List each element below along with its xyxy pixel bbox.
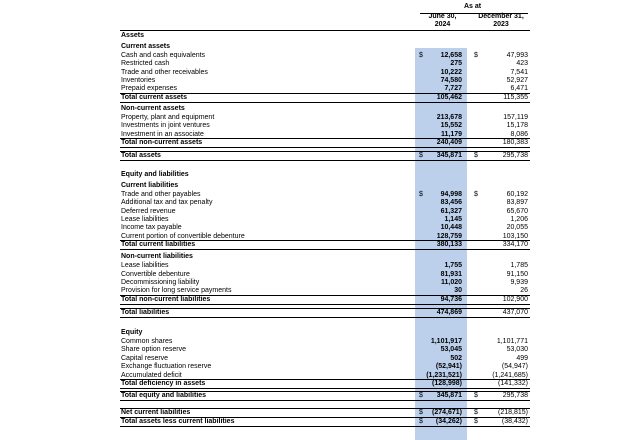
value-2024: 74,580	[440, 77, 462, 84]
currency-symbol-2024: $	[419, 52, 423, 59]
value-2024: 240,409	[436, 139, 462, 146]
value-2024: 15,552	[440, 122, 462, 129]
col2-header-line2: 2023	[493, 21, 509, 28]
currency-symbol-2023: $	[474, 152, 478, 159]
value-2023: 26	[520, 287, 528, 294]
value-2024: 7,727	[444, 85, 462, 92]
value-2023: 83,897	[506, 199, 528, 206]
row-label: Total assets	[121, 152, 161, 159]
value-2024: 380,133	[436, 241, 462, 248]
value-2023: (38,432)	[501, 418, 528, 425]
value-2024: 61,327	[440, 208, 462, 215]
row-label: Lease liabilities	[121, 216, 169, 223]
total-rule	[120, 379, 530, 380]
section-heading-row	[0, 252, 640, 261]
row-label: Equity and liabilities	[121, 171, 189, 178]
currency-symbol-2024: $	[419, 152, 423, 159]
total-rule	[120, 417, 530, 418]
value-2024: 81,931	[440, 271, 462, 278]
value-2023: 102,900	[502, 296, 528, 303]
total-rule	[120, 93, 530, 94]
row-label: Net current liabilities	[121, 409, 191, 416]
currency-symbol-2023: $	[474, 409, 478, 416]
line-item-row	[0, 198, 640, 207]
section-heading-row	[0, 170, 640, 179]
total-underline	[120, 249, 530, 250]
value-2024: 53,045	[440, 346, 462, 353]
value-2023: 1,206	[510, 216, 528, 223]
section-heading-row	[0, 181, 640, 190]
value-2023: (1,241,685)	[492, 372, 528, 379]
total-underline	[120, 147, 530, 148]
value-2023: 103,150	[502, 233, 528, 240]
total-underline	[120, 160, 530, 161]
value-2023: 423	[516, 60, 528, 67]
row-label: Deferred revenue	[121, 208, 176, 215]
row-label: Convertible debenture	[121, 271, 190, 278]
value-2023: 91,150	[506, 271, 528, 278]
value-2024: 11,179	[440, 131, 462, 138]
value-2023: 20,055	[506, 224, 528, 231]
total-row	[0, 308, 640, 317]
value-2024: 1,145	[444, 216, 462, 223]
row-label: Total non-current liabilities	[121, 296, 211, 303]
value-2024: 94,736	[440, 296, 462, 303]
value-2023: 1,101,771	[496, 338, 528, 345]
value-2024: 502	[450, 355, 462, 362]
total-rule	[120, 295, 530, 296]
row-label: Total non-current assets	[121, 139, 203, 146]
row-label: Income tax payable	[121, 224, 182, 231]
total-rule	[120, 308, 530, 309]
row-label: Investments in joint ventures	[121, 122, 210, 129]
row-label: Share option reserve	[121, 346, 186, 353]
row-label: Provision for long service payments	[121, 287, 232, 294]
total-row	[0, 151, 640, 160]
value-2023: 6,471	[510, 85, 528, 92]
value-2023: 437,070	[502, 309, 528, 316]
row-label: Trade and other payables	[121, 191, 201, 198]
row-label: Total equity and liabilities	[121, 392, 207, 399]
row-label: Lease liabilities	[121, 262, 169, 269]
value-2024: 10,448	[440, 224, 462, 231]
line-item-row	[0, 223, 640, 232]
value-2023: 15,178	[506, 122, 528, 129]
row-label: Common shares	[121, 338, 173, 345]
value-2023: 7,541	[510, 69, 528, 76]
row-label: Total current assets	[121, 94, 188, 101]
value-2024: 10,222	[440, 69, 462, 76]
row-label: Total current liabilities	[121, 241, 196, 248]
total-underline	[120, 102, 530, 103]
row-label: Inventories	[121, 77, 156, 84]
total-underline	[120, 400, 530, 401]
total-row	[0, 295, 640, 304]
total-underline	[120, 317, 530, 318]
col1-header-line2: 2024	[434, 21, 451, 28]
value-2023: 52,927	[506, 77, 528, 84]
value-2024: 30	[454, 287, 462, 294]
value-2023: 157,119	[503, 114, 528, 121]
line-item-row	[0, 345, 640, 354]
line-item-row	[0, 362, 640, 371]
row-label: Capital reserve	[121, 355, 169, 362]
value-2023: 115,355	[503, 94, 528, 101]
currency-symbol-2023: $	[474, 191, 478, 198]
total-row	[0, 391, 640, 400]
value-2023: 295,738	[502, 152, 528, 159]
currency-symbol-2023: $	[474, 418, 478, 425]
row-label: Current liabilities	[121, 182, 179, 189]
line-item-row	[0, 121, 640, 130]
value-2024: (1,231,521)	[426, 372, 462, 379]
row-label: Equity	[121, 329, 143, 336]
row-label: Current assets	[121, 43, 171, 50]
row-label: Property, plant and equipment	[121, 114, 215, 121]
value-2023: (141,332)	[498, 380, 528, 387]
currency-symbol-2024: $	[419, 191, 423, 198]
value-2023: 180,383	[502, 139, 528, 146]
section-heading-row	[0, 104, 640, 113]
total-rule	[120, 151, 530, 152]
value-2023: 9,939	[510, 279, 528, 286]
value-2024: 11,020	[440, 279, 462, 286]
value-2024: 345,871	[436, 392, 462, 399]
value-2023: 47,993	[506, 52, 528, 59]
value-2024: 94,998	[440, 191, 462, 198]
row-label: Additional tax and tax penalty	[121, 199, 213, 206]
value-2023: (218,815)	[498, 409, 528, 416]
value-2024: 213,678	[436, 114, 462, 121]
total-rule	[120, 391, 530, 392]
total-row	[0, 417, 640, 426]
value-2024: (274,671)	[432, 409, 462, 416]
row-label: Accumulated deficit	[121, 372, 182, 379]
currency-symbol-2024: $	[419, 418, 423, 425]
line-item-row	[0, 286, 640, 295]
row-label: Assets	[121, 32, 144, 39]
col2-header-line1: December 31,	[478, 13, 524, 20]
total-row	[0, 138, 640, 147]
total-underline	[120, 426, 530, 427]
total-underline	[120, 388, 530, 389]
value-2024: 83,456	[440, 199, 462, 206]
row-label: Trade and other receivables	[121, 69, 208, 76]
value-2024: (34,262)	[435, 418, 462, 425]
section-heading-row	[0, 42, 640, 51]
line-item-row	[0, 84, 640, 93]
total-rule	[120, 138, 530, 139]
as-at-header: As at	[463, 3, 482, 10]
value-2023: 53,030	[506, 346, 528, 353]
value-2023: 1,785	[510, 262, 528, 269]
section-heading-row	[0, 31, 640, 40]
value-2024: 474,869	[436, 309, 462, 316]
currency-symbol-2024: $	[419, 392, 423, 399]
value-2024: 275	[450, 60, 462, 67]
total-row	[0, 408, 640, 417]
value-2023: 8,086	[510, 131, 528, 138]
row-label: Non-current assets	[121, 105, 185, 112]
row-label: Non-current liabilities	[121, 253, 193, 260]
value-2023: 65,670	[506, 208, 528, 215]
value-2023: (54,947)	[501, 363, 528, 370]
line-item-row	[0, 261, 640, 270]
value-2024: 12,658	[440, 52, 462, 59]
value-2023: 334,170	[502, 241, 528, 248]
value-2024: (128,998)	[432, 380, 462, 387]
total-rule	[120, 240, 530, 241]
row-label: Prepaid expenses	[121, 85, 178, 92]
value-2023: 60,192	[506, 191, 528, 198]
row-label: Investment in an associate	[121, 131, 204, 138]
currency-symbol-2023: $	[474, 52, 478, 59]
row-label: Decommissioning liability	[121, 279, 200, 286]
row-label: Cash and cash equivalents	[121, 52, 206, 59]
value-2023: 499	[516, 355, 528, 362]
row-label: Total assets less current liabilities	[121, 418, 235, 425]
total-row	[0, 379, 640, 388]
row-label: Total deficiency in assets	[121, 380, 206, 387]
col1-header-line1: June 30,	[428, 13, 457, 20]
line-item-row	[0, 59, 640, 68]
value-2024: 1,101,917	[430, 338, 462, 345]
total-row	[0, 240, 640, 249]
value-2024: 345,871	[436, 152, 462, 159]
row-label: Restricted cash	[121, 60, 170, 67]
section-heading-row	[0, 328, 640, 337]
row-label: Current portion of convertible debenture	[121, 233, 245, 240]
total-underline	[120, 304, 530, 305]
currency-symbol-2023: $	[474, 392, 478, 399]
value-2024: 1,755	[444, 262, 462, 269]
value-2024: (52,941)	[435, 363, 462, 370]
total-rule	[120, 408, 530, 409]
value-2024: 105,462	[436, 94, 462, 101]
total-row	[0, 93, 640, 102]
currency-symbol-2024: $	[419, 409, 423, 416]
row-label: Total liabilities	[121, 309, 170, 316]
value-2024: 128,759	[436, 233, 462, 240]
value-2023: 295,738	[502, 392, 528, 399]
row-label: Exchange fluctuation reserve	[121, 363, 212, 370]
